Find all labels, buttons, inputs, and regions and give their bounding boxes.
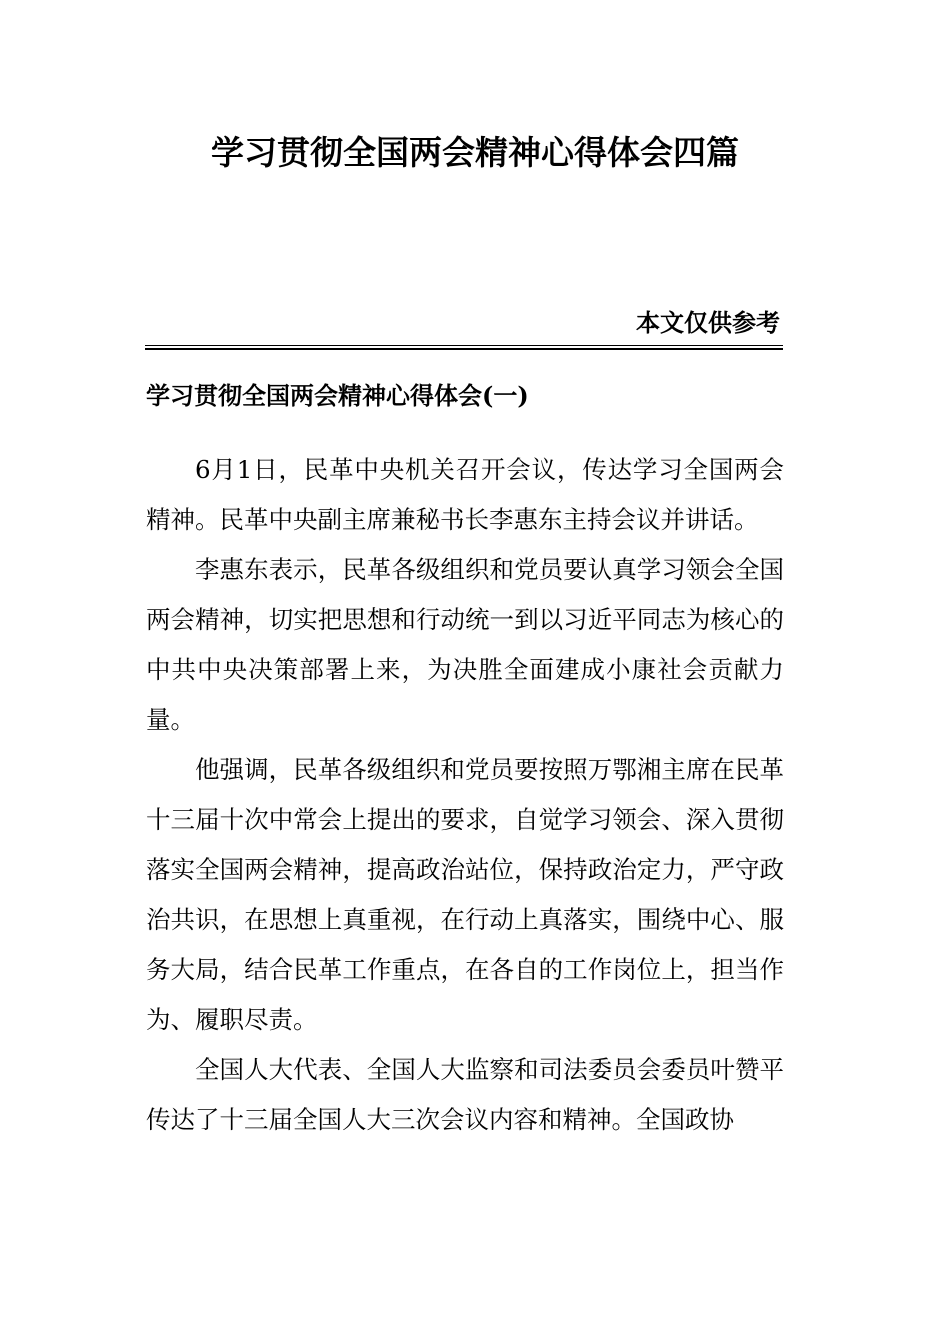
body-text (146, 445, 784, 1145)
paragraph: 李惠东表示，民革各级组织和党员要认真学习领会全国两会精神，切实把思想和行动统一到以习近平同志为核心的中共中央决策部署上来，为决胜全面建成小康社会贡献力量。 (146, 555, 784, 734)
paragraph: 全国人大代表、全国人大监察和司法委员会委员叶赞平传达了十三届全国人大三次会议内容和精神。全国政协 (146, 1055, 784, 1134)
header-divider-thin (145, 345, 783, 346)
section-heading: 学习贯彻全国两会精神心得体会(一) (146, 381, 529, 410)
paragraph: 他强调，民革各级组织和党员要按照万鄂湘主席在民革十三届十次中常会上提出的要求，自觉学习领会、深入贯彻落实全国两会精神，提高政治站位，保持政治定力，严守政治共识，在思想上真重视，在行动上真落实，围绕中心、服务大局，结合民革工作重点，在各自的工作岗位上，担当作为、履职尽责。 (146, 755, 784, 1034)
reference-note: 本文仅供参考 (636, 308, 780, 337)
document-title: 学习贯彻全国两会精神心得体会四篇 (211, 133, 739, 172)
header-divider-thick (145, 348, 783, 350)
paragraph: 6月1日，民革中央机关召开会议，传达学习全国两会精神。民革中央副主席兼秘书长李惠东主持会议并讲话。 (146, 455, 784, 534)
